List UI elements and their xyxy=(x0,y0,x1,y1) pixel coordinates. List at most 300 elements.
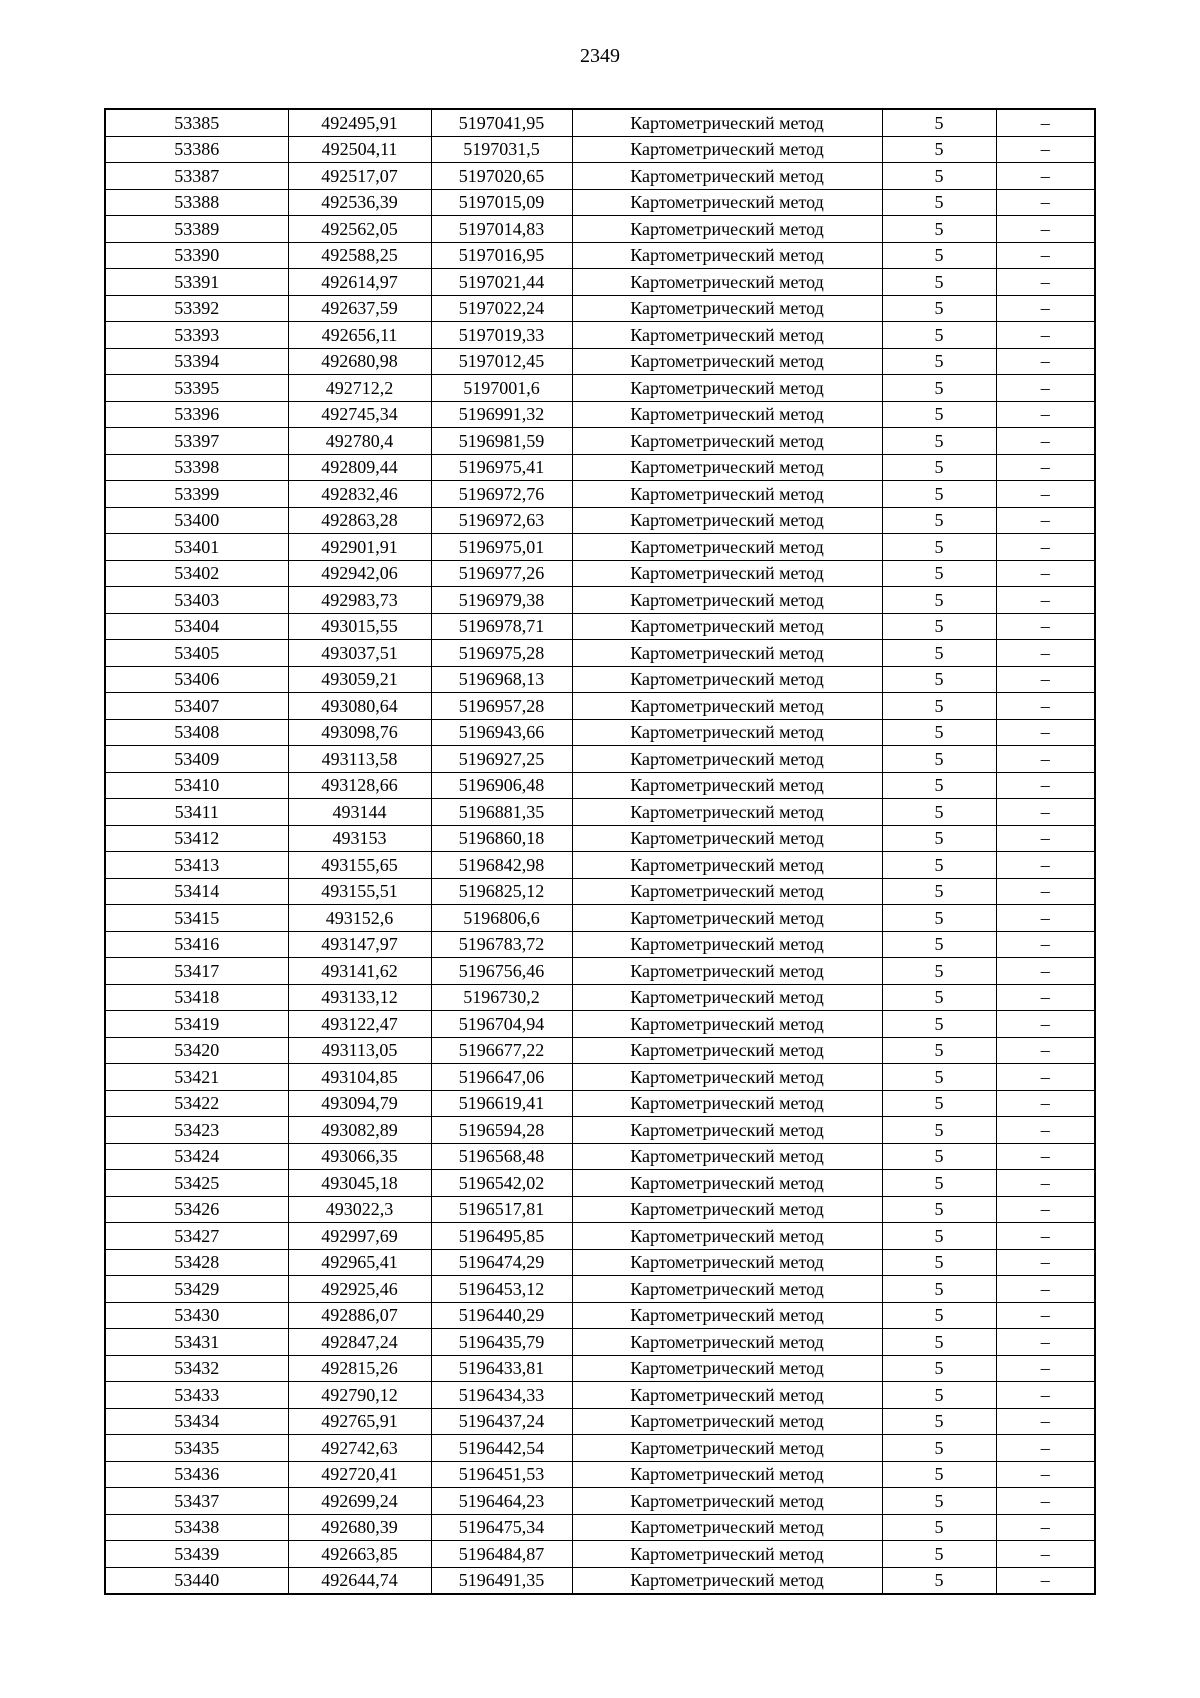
method-cell: Картометрический метод xyxy=(572,1382,882,1409)
method-cell: Картометрический метод xyxy=(572,348,882,375)
method-cell: Картометрический метод xyxy=(572,1037,882,1064)
y-coordinate-cell: 5196495,85 xyxy=(431,1223,572,1250)
table-row xyxy=(105,905,1095,932)
method-cell: Картометрический метод xyxy=(572,931,882,958)
accuracy-cell: 5 xyxy=(882,984,996,1011)
method-cell: Картометрический метод xyxy=(572,1090,882,1117)
note-cell: – xyxy=(996,931,1095,958)
table-row xyxy=(105,1064,1095,1091)
accuracy-cell: 5 xyxy=(882,348,996,375)
method-cell: Картометрический метод xyxy=(572,1514,882,1541)
accuracy-cell: 5 xyxy=(882,189,996,216)
method-cell: Картометрический метод xyxy=(572,269,882,296)
table-row xyxy=(105,322,1095,349)
y-coordinate-cell: 5196453,12 xyxy=(431,1276,572,1303)
point-number-cell: 53429 xyxy=(105,1276,288,1303)
y-coordinate-cell: 5197031,5 xyxy=(431,136,572,163)
point-number-cell: 53399 xyxy=(105,481,288,508)
method-cell: Картометрический метод xyxy=(572,1541,882,1568)
table-row xyxy=(105,242,1095,269)
note-cell: – xyxy=(996,878,1095,905)
x-coordinate-cell: 493098,76 xyxy=(288,719,431,746)
y-coordinate-cell: 5196979,38 xyxy=(431,587,572,614)
method-cell: Картометрический метод xyxy=(572,1143,882,1170)
x-coordinate-cell: 492765,91 xyxy=(288,1408,431,1435)
x-coordinate-cell: 493147,97 xyxy=(288,931,431,958)
x-coordinate-cell: 492663,85 xyxy=(288,1541,431,1568)
point-number-cell: 53420 xyxy=(105,1037,288,1064)
x-coordinate-cell: 492983,73 xyxy=(288,587,431,614)
y-coordinate-cell: 5196474,29 xyxy=(431,1249,572,1276)
y-coordinate-cell: 5196442,54 xyxy=(431,1435,572,1462)
note-cell: – xyxy=(996,1382,1095,1409)
point-number-cell: 53397 xyxy=(105,428,288,455)
accuracy-cell: 5 xyxy=(882,534,996,561)
table-row xyxy=(105,587,1095,614)
y-coordinate-cell: 5196542,02 xyxy=(431,1170,572,1197)
y-coordinate-cell: 5196475,34 xyxy=(431,1514,572,1541)
x-coordinate-cell: 493122,47 xyxy=(288,1011,431,1038)
note-cell: – xyxy=(996,825,1095,852)
accuracy-cell: 5 xyxy=(882,1196,996,1223)
table-row xyxy=(105,852,1095,879)
accuracy-cell: 5 xyxy=(882,878,996,905)
method-cell: Картометрический метод xyxy=(572,825,882,852)
y-coordinate-cell: 5197019,33 xyxy=(431,322,572,349)
point-number-cell: 53398 xyxy=(105,454,288,481)
x-coordinate-cell: 492680,39 xyxy=(288,1514,431,1541)
note-cell: – xyxy=(996,746,1095,773)
note-cell: – xyxy=(996,1090,1095,1117)
accuracy-cell: 5 xyxy=(882,1355,996,1382)
accuracy-cell: 5 xyxy=(882,1488,996,1515)
table-row xyxy=(105,534,1095,561)
note-cell: – xyxy=(996,269,1095,296)
method-cell: Картометрический метод xyxy=(572,746,882,773)
method-cell: Картометрический метод xyxy=(572,1329,882,1356)
method-cell: Картометрический метод xyxy=(572,189,882,216)
accuracy-cell: 5 xyxy=(882,269,996,296)
note-cell: – xyxy=(996,1223,1095,1250)
note-cell: – xyxy=(996,1117,1095,1144)
x-coordinate-cell: 493153 xyxy=(288,825,431,852)
note-cell: – xyxy=(996,772,1095,799)
x-coordinate-cell: 493113,05 xyxy=(288,1037,431,1064)
y-coordinate-cell: 5196975,41 xyxy=(431,454,572,481)
x-coordinate-cell: 493128,66 xyxy=(288,772,431,799)
note-cell: – xyxy=(996,1143,1095,1170)
y-coordinate-cell: 5196783,72 xyxy=(431,931,572,958)
y-coordinate-cell: 5197021,44 xyxy=(431,269,572,296)
note-cell: – xyxy=(996,242,1095,269)
note-cell: – xyxy=(996,905,1095,932)
accuracy-cell: 5 xyxy=(882,1090,996,1117)
y-coordinate-cell: 5197020,65 xyxy=(431,163,572,190)
note-cell: – xyxy=(996,640,1095,667)
table-row xyxy=(105,1249,1095,1276)
y-coordinate-cell: 5197001,6 xyxy=(431,375,572,402)
note-cell: – xyxy=(996,1541,1095,1568)
point-number-cell: 53428 xyxy=(105,1249,288,1276)
table-row xyxy=(105,1090,1095,1117)
accuracy-cell: 5 xyxy=(882,560,996,587)
method-cell: Картометрический метод xyxy=(572,560,882,587)
accuracy-cell: 5 xyxy=(882,799,996,826)
accuracy-cell: 5 xyxy=(882,640,996,667)
y-coordinate-cell: 5196978,71 xyxy=(431,613,572,640)
y-coordinate-cell: 5196977,26 xyxy=(431,560,572,587)
note-cell: – xyxy=(996,1302,1095,1329)
x-coordinate-cell: 492815,26 xyxy=(288,1355,431,1382)
point-number-cell: 53434 xyxy=(105,1408,288,1435)
accuracy-cell: 5 xyxy=(882,852,996,879)
y-coordinate-cell: 5196756,46 xyxy=(431,958,572,985)
method-cell: Картометрический метод xyxy=(572,772,882,799)
method-cell: Картометрический метод xyxy=(572,1011,882,1038)
point-number-cell: 53435 xyxy=(105,1435,288,1462)
y-coordinate-cell: 5196433,81 xyxy=(431,1355,572,1382)
point-number-cell: 53422 xyxy=(105,1090,288,1117)
x-coordinate-cell: 492699,24 xyxy=(288,1488,431,1515)
table-row xyxy=(105,481,1095,508)
note-cell: – xyxy=(996,613,1095,640)
point-number-cell: 53409 xyxy=(105,746,288,773)
table-row xyxy=(105,269,1095,296)
method-cell: Картометрический метод xyxy=(572,719,882,746)
accuracy-cell: 5 xyxy=(882,295,996,322)
method-cell: Картометрический метод xyxy=(572,905,882,932)
note-cell: – xyxy=(996,1355,1095,1382)
point-number-cell: 53406 xyxy=(105,666,288,693)
method-cell: Картометрический метод xyxy=(572,507,882,534)
table-row xyxy=(105,1170,1095,1197)
note-cell: – xyxy=(996,984,1095,1011)
note-cell: – xyxy=(996,852,1095,879)
coordinates-table xyxy=(104,108,1096,1595)
x-coordinate-cell: 492745,34 xyxy=(288,401,431,428)
method-cell: Картометрический метод xyxy=(572,216,882,243)
table-row xyxy=(105,772,1095,799)
y-coordinate-cell: 5197016,95 xyxy=(431,242,572,269)
note-cell: – xyxy=(996,1037,1095,1064)
y-coordinate-cell: 5196860,18 xyxy=(431,825,572,852)
x-coordinate-cell: 492614,97 xyxy=(288,269,431,296)
note-cell: – xyxy=(996,454,1095,481)
accuracy-cell: 5 xyxy=(882,719,996,746)
method-cell: Картометрический метод xyxy=(572,799,882,826)
accuracy-cell: 5 xyxy=(882,1302,996,1329)
point-number-cell: 53430 xyxy=(105,1302,288,1329)
method-cell: Картометрический метод xyxy=(572,1064,882,1091)
point-number-cell: 53400 xyxy=(105,507,288,534)
point-number-cell: 53414 xyxy=(105,878,288,905)
note-cell: – xyxy=(996,560,1095,587)
accuracy-cell: 5 xyxy=(882,825,996,852)
point-number-cell: 53427 xyxy=(105,1223,288,1250)
note-cell: – xyxy=(996,1196,1095,1223)
accuracy-cell: 5 xyxy=(882,1011,996,1038)
accuracy-cell: 5 xyxy=(882,1276,996,1303)
table-row xyxy=(105,216,1095,243)
note-cell: – xyxy=(996,587,1095,614)
point-number-cell: 53389 xyxy=(105,216,288,243)
y-coordinate-cell: 5197041,95 xyxy=(431,109,572,136)
point-number-cell: 53412 xyxy=(105,825,288,852)
x-coordinate-cell: 493082,89 xyxy=(288,1117,431,1144)
point-number-cell: 53385 xyxy=(105,109,288,136)
y-coordinate-cell: 5196972,63 xyxy=(431,507,572,534)
note-cell: – xyxy=(996,1329,1095,1356)
table-row xyxy=(105,878,1095,905)
method-cell: Картометрический метод xyxy=(572,693,882,720)
note-cell: – xyxy=(996,1276,1095,1303)
method-cell: Картометрический метод xyxy=(572,1355,882,1382)
point-number-cell: 53392 xyxy=(105,295,288,322)
method-cell: Картометрический метод xyxy=(572,1170,882,1197)
y-coordinate-cell: 5196975,28 xyxy=(431,640,572,667)
method-cell: Картометрический метод xyxy=(572,640,882,667)
x-coordinate-cell: 493022,3 xyxy=(288,1196,431,1223)
method-cell: Картометрический метод xyxy=(572,322,882,349)
point-number-cell: 53396 xyxy=(105,401,288,428)
y-coordinate-cell: 5196677,22 xyxy=(431,1037,572,1064)
table-row xyxy=(105,1302,1095,1329)
note-cell: – xyxy=(996,1408,1095,1435)
point-number-cell: 53393 xyxy=(105,322,288,349)
table-row xyxy=(105,693,1095,720)
x-coordinate-cell: 493104,85 xyxy=(288,1064,431,1091)
note-cell: – xyxy=(996,958,1095,985)
method-cell: Картометрический метод xyxy=(572,878,882,905)
accuracy-cell: 5 xyxy=(882,481,996,508)
point-number-cell: 53439 xyxy=(105,1541,288,1568)
table-row xyxy=(105,1117,1095,1144)
y-coordinate-cell: 5196991,32 xyxy=(431,401,572,428)
table-row xyxy=(105,1196,1095,1223)
accuracy-cell: 5 xyxy=(882,1223,996,1250)
table-row xyxy=(105,640,1095,667)
x-coordinate-cell: 492925,46 xyxy=(288,1276,431,1303)
y-coordinate-cell: 5196568,48 xyxy=(431,1143,572,1170)
accuracy-cell: 5 xyxy=(882,693,996,720)
y-coordinate-cell: 5196619,41 xyxy=(431,1090,572,1117)
table-row xyxy=(105,825,1095,852)
accuracy-cell: 5 xyxy=(882,136,996,163)
method-cell: Картометрический метод xyxy=(572,109,882,136)
x-coordinate-cell: 492780,4 xyxy=(288,428,431,455)
y-coordinate-cell: 5196981,59 xyxy=(431,428,572,455)
point-number-cell: 53402 xyxy=(105,560,288,587)
note-cell: – xyxy=(996,1170,1095,1197)
method-cell: Картометрический метод xyxy=(572,852,882,879)
note-cell: – xyxy=(996,1461,1095,1488)
y-coordinate-cell: 5196906,48 xyxy=(431,772,572,799)
note-cell: – xyxy=(996,1514,1095,1541)
y-coordinate-cell: 5196435,79 xyxy=(431,1329,572,1356)
accuracy-cell: 5 xyxy=(882,1408,996,1435)
table-row xyxy=(105,454,1095,481)
y-coordinate-cell: 5196881,35 xyxy=(431,799,572,826)
y-coordinate-cell: 5196440,29 xyxy=(431,1302,572,1329)
x-coordinate-cell: 492965,41 xyxy=(288,1249,431,1276)
accuracy-cell: 5 xyxy=(882,958,996,985)
x-coordinate-cell: 493059,21 xyxy=(288,666,431,693)
method-cell: Картометрический метод xyxy=(572,1435,882,1462)
table-row xyxy=(105,1143,1095,1170)
table-row xyxy=(105,136,1095,163)
accuracy-cell: 5 xyxy=(882,746,996,773)
method-cell: Картометрический метод xyxy=(572,666,882,693)
y-coordinate-cell: 5197014,83 xyxy=(431,216,572,243)
point-number-cell: 53411 xyxy=(105,799,288,826)
x-coordinate-cell: 492562,05 xyxy=(288,216,431,243)
point-number-cell: 53415 xyxy=(105,905,288,932)
y-coordinate-cell: 5196437,24 xyxy=(431,1408,572,1435)
note-cell: – xyxy=(996,216,1095,243)
point-number-cell: 53433 xyxy=(105,1382,288,1409)
table-row xyxy=(105,1514,1095,1541)
note-cell: – xyxy=(996,1011,1095,1038)
table-row xyxy=(105,1329,1095,1356)
y-coordinate-cell: 5196491,35 xyxy=(431,1567,572,1594)
x-coordinate-cell: 493144 xyxy=(288,799,431,826)
x-coordinate-cell: 492720,41 xyxy=(288,1461,431,1488)
table-row xyxy=(105,799,1095,826)
x-coordinate-cell: 492637,59 xyxy=(288,295,431,322)
point-number-cell: 53417 xyxy=(105,958,288,985)
point-number-cell: 53401 xyxy=(105,534,288,561)
note-cell: – xyxy=(996,295,1095,322)
coordinates-table-body xyxy=(105,109,1095,1594)
x-coordinate-cell: 492901,91 xyxy=(288,534,431,561)
note-cell: – xyxy=(996,109,1095,136)
table-row xyxy=(105,560,1095,587)
x-coordinate-cell: 493141,62 xyxy=(288,958,431,985)
x-coordinate-cell: 493066,35 xyxy=(288,1143,431,1170)
note-cell: – xyxy=(996,401,1095,428)
method-cell: Картометрический метод xyxy=(572,1223,882,1250)
point-number-cell: 53388 xyxy=(105,189,288,216)
accuracy-cell: 5 xyxy=(882,1329,996,1356)
y-coordinate-cell: 5196484,87 xyxy=(431,1541,572,1568)
table-row xyxy=(105,1037,1095,1064)
table-row xyxy=(105,375,1095,402)
y-coordinate-cell: 5196842,98 xyxy=(431,852,572,879)
accuracy-cell: 5 xyxy=(882,507,996,534)
y-coordinate-cell: 5196972,76 xyxy=(431,481,572,508)
accuracy-cell: 5 xyxy=(882,905,996,932)
accuracy-cell: 5 xyxy=(882,1143,996,1170)
point-number-cell: 53418 xyxy=(105,984,288,1011)
accuracy-cell: 5 xyxy=(882,772,996,799)
y-coordinate-cell: 5196434,33 xyxy=(431,1382,572,1409)
accuracy-cell: 5 xyxy=(882,1037,996,1064)
accuracy-cell: 5 xyxy=(882,931,996,958)
method-cell: Картометрический метод xyxy=(572,958,882,985)
note-cell: – xyxy=(996,1249,1095,1276)
point-number-cell: 53426 xyxy=(105,1196,288,1223)
table-row xyxy=(105,1488,1095,1515)
x-coordinate-cell: 492504,11 xyxy=(288,136,431,163)
y-coordinate-cell: 5196968,13 xyxy=(431,666,572,693)
accuracy-cell: 5 xyxy=(882,1170,996,1197)
table-row xyxy=(105,1435,1095,1462)
table-row xyxy=(105,931,1095,958)
point-number-cell: 53421 xyxy=(105,1064,288,1091)
point-number-cell: 53440 xyxy=(105,1567,288,1594)
accuracy-cell: 5 xyxy=(882,1461,996,1488)
table-row xyxy=(105,189,1095,216)
method-cell: Картометрический метод xyxy=(572,587,882,614)
y-coordinate-cell: 5196957,28 xyxy=(431,693,572,720)
note-cell: – xyxy=(996,322,1095,349)
x-coordinate-cell: 493094,79 xyxy=(288,1090,431,1117)
table-row xyxy=(105,428,1095,455)
table-row xyxy=(105,984,1095,1011)
note-cell: – xyxy=(996,1064,1095,1091)
x-coordinate-cell: 492832,46 xyxy=(288,481,431,508)
x-coordinate-cell: 493045,18 xyxy=(288,1170,431,1197)
method-cell: Картометрический метод xyxy=(572,1461,882,1488)
y-coordinate-cell: 5196704,94 xyxy=(431,1011,572,1038)
x-coordinate-cell: 493155,51 xyxy=(288,878,431,905)
point-number-cell: 53394 xyxy=(105,348,288,375)
method-cell: Картометрический метод xyxy=(572,1567,882,1594)
table-row xyxy=(105,109,1095,136)
note-cell: – xyxy=(996,428,1095,455)
point-number-cell: 53437 xyxy=(105,1488,288,1515)
y-coordinate-cell: 5196975,01 xyxy=(431,534,572,561)
y-coordinate-cell: 5196451,53 xyxy=(431,1461,572,1488)
page-number: 2349 xyxy=(580,45,620,67)
accuracy-cell: 5 xyxy=(882,587,996,614)
x-coordinate-cell: 492712,2 xyxy=(288,375,431,402)
point-number-cell: 53408 xyxy=(105,719,288,746)
y-coordinate-cell: 5197012,45 xyxy=(431,348,572,375)
accuracy-cell: 5 xyxy=(882,1435,996,1462)
accuracy-cell: 5 xyxy=(882,613,996,640)
note-cell: – xyxy=(996,1435,1095,1462)
accuracy-cell: 5 xyxy=(882,1064,996,1091)
table-row xyxy=(105,958,1095,985)
x-coordinate-cell: 492517,07 xyxy=(288,163,431,190)
x-coordinate-cell: 493152,6 xyxy=(288,905,431,932)
accuracy-cell: 5 xyxy=(882,666,996,693)
table-row xyxy=(105,1355,1095,1382)
x-coordinate-cell: 492942,06 xyxy=(288,560,431,587)
note-cell: – xyxy=(996,163,1095,190)
accuracy-cell: 5 xyxy=(882,1117,996,1144)
y-coordinate-cell: 5197022,24 xyxy=(431,295,572,322)
table-row xyxy=(105,1011,1095,1038)
note-cell: – xyxy=(996,799,1095,826)
x-coordinate-cell: 493113,58 xyxy=(288,746,431,773)
x-coordinate-cell: 492644,74 xyxy=(288,1567,431,1594)
table-row xyxy=(105,1567,1095,1594)
point-number-cell: 53386 xyxy=(105,136,288,163)
accuracy-cell: 5 xyxy=(882,1514,996,1541)
note-cell: – xyxy=(996,1567,1095,1594)
point-number-cell: 53424 xyxy=(105,1143,288,1170)
table-row xyxy=(105,1461,1095,1488)
method-cell: Картометрический метод xyxy=(572,1276,882,1303)
y-coordinate-cell: 5196730,2 xyxy=(431,984,572,1011)
table-row xyxy=(105,507,1095,534)
method-cell: Картометрический метод xyxy=(572,375,882,402)
x-coordinate-cell: 492680,98 xyxy=(288,348,431,375)
accuracy-cell: 5 xyxy=(882,454,996,481)
table-row xyxy=(105,1408,1095,1435)
